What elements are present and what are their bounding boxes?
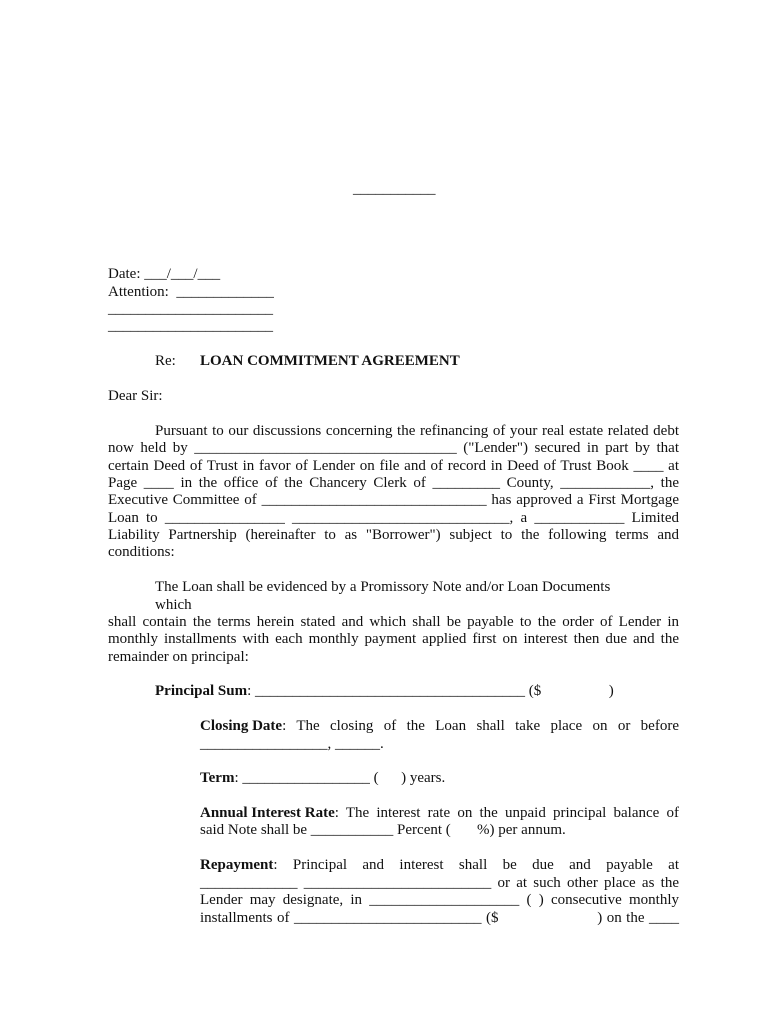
repayment xyxy=(200,856,679,874)
para2-line: which xyxy=(155,597,192,613)
attention-line: Attention: _____________ xyxy=(108,284,274,300)
para2-line: shall contain the terms herein stated and which shall be payable to the order of Lender in xyxy=(108,614,679,630)
address-line: ______________________ xyxy=(108,318,273,334)
address-line: ______________________ xyxy=(108,301,273,317)
para1-line: certain Deed of Trust in favor of Lender on file and of record in Deed of Trust Book ____ at xyxy=(108,458,679,474)
interest-label: Annual Interest Rate xyxy=(200,805,335,821)
repayment-line: installments of _________________________ ($ ) on the ____ xyxy=(200,910,679,926)
re-label: Re: xyxy=(155,353,176,369)
principal-text: : ____________________________________ ($ ) xyxy=(247,683,614,699)
para1-line: Executive Committee of ______________________________ has approved a First Mortgage xyxy=(108,492,679,508)
principal-label: Principal Sum xyxy=(155,683,248,699)
closing-text: : The closing of the Loan shall take place on or before xyxy=(282,718,679,734)
interest-line2: said Note shall be ___________ Percent ( %) per annum. xyxy=(200,822,566,838)
term xyxy=(200,769,445,787)
interest-text: : The interest rate on the unpaid principal balance of xyxy=(334,805,679,821)
para1-line: Liability Partnership (hereinafter to as "Borrower") subject to the following terms and xyxy=(108,527,679,543)
repayment-line: Lender may designate, in ____________________ ( ) consecutive monthly xyxy=(200,892,679,908)
para1-line: Page ____ in the office of the Chancery Clerk of _________ County, ____________, the xyxy=(108,475,679,491)
term-text: : _________________ ( ) years. xyxy=(234,770,446,786)
para1-line: now held by ___________________________________ ("Lender") secured in part by that xyxy=(108,440,679,456)
para1-line: Pursuant to our discussions concerning the refinancing of your real estate related debt xyxy=(155,423,679,439)
closing-date xyxy=(200,717,679,735)
para1-line: Loan to ________________ _____________________________, a ____________ Limited xyxy=(108,510,679,526)
repayment-text: : Principal and interest shall be due and payable at xyxy=(273,857,679,873)
re-title: LOAN COMMITMENT AGREEMENT xyxy=(200,353,460,369)
repayment-label: Repayment xyxy=(200,857,274,873)
repayment-line: _____________ _________________________ or at such other place as the xyxy=(200,875,679,891)
salutation: Dear Sir: xyxy=(108,388,163,404)
para2-line: The Loan shall be evidenced by a Promissory Note and/or Loan Documents xyxy=(155,579,611,595)
para2-line: remainder on principal: xyxy=(108,649,249,665)
para2-line: monthly installments with each monthly payment applied first on interest then due and the xyxy=(108,631,679,647)
term-label: Term xyxy=(200,770,235,786)
closing-line2: _________________, ______. xyxy=(200,736,384,752)
header-rule: ___________ xyxy=(353,181,436,197)
date-line: Date: ___/___/___ xyxy=(108,266,221,282)
para1-line: conditions: xyxy=(108,544,175,560)
annual-interest-rate xyxy=(200,804,679,822)
principal-sum xyxy=(155,682,614,700)
closing-label: Closing Date xyxy=(200,718,283,734)
